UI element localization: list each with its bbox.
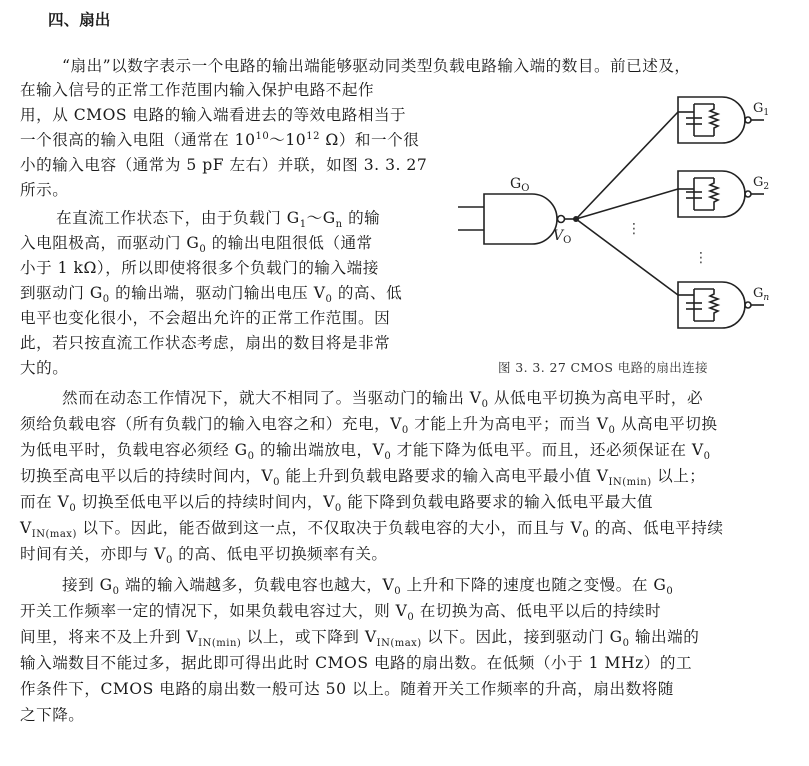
para4-line3: 间里，将来不及上升到 $V_{IN(min)}$ 以上，或下降到 $V_{IN(max)}$ 以下。因此，接到驱动门 $G_0$ 输出端的 <box>20 628 700 650</box>
gaten-label: $G_n$ <box>753 286 770 303</box>
para2-line2: 入电阻极高，而驱动门 $G_0$ 的输出电阻很低（通常 <box>20 234 373 256</box>
ellipsis-right: ⋮ <box>694 250 708 266</box>
figure-caption: 图 3. 3. 27 CMOS 电路的扇出连接 <box>498 360 708 375</box>
para2-line1: 在直流工作状态下，由于负载门 $G_1\sim G_n$ 的输 <box>56 209 381 231</box>
para3-line6: $V_{IN(max)}$ 以下。因此，能否做到这一点，不仅取决于负载电容的大小，而且与 $V_0$ 的高、低电平持续 <box>20 519 724 541</box>
fanout-wire-1 <box>576 112 678 219</box>
gate2-label: $G_2$ <box>753 175 770 192</box>
para1-line2: 用，从 CMOS 电路的输入端看进去的等效电路相当于 <box>20 106 407 124</box>
output-label: $V_O$ <box>553 228 572 246</box>
para4-line4: 输入端数目不能过多，据此即可得出此时 CMOS 电路的扇出数。在低频（小于 1 MHz）的工 <box>20 654 693 672</box>
driver-gate <box>484 194 557 244</box>
para3-line4: 切换至高电平以后的持续时间内，$V_0$ 能上升到负载电路要求的输入高电平最小值 $V_{IN(min)}$ 以上； <box>20 467 706 489</box>
para2-line4: 到驱动门 $G_0$ 的输出端，驱动门输出电压 $V_0$ 的高、低 <box>20 284 403 306</box>
para4-line5: 作条件下，CMOS 电路的扇出数一般可达 50 以上。随着开关工作频率的升高，扇出数将随 <box>20 680 674 698</box>
para2-line3: 小于 1 kΩ），所以即使将很多个负载门的输入端接 <box>20 259 379 277</box>
ellipsis-left: ⋮ <box>627 221 641 237</box>
driver-output-bubble <box>558 216 565 223</box>
intro-line: “扇出”以数字表示一个电路的输出端能够驱动同类型负载电路输入端的数目。前已述及， <box>62 57 691 75</box>
driver-label: $G_O$ <box>510 176 530 194</box>
para2-line5: 电平也变化很小，不会超出允许的正常工作范围。因 <box>20 309 391 327</box>
para3-line3: 为低电平时，负载电容必须经 $G_0$ 的输出端放电，$V_0$ 才能下降为低电平。而且，还必须保证在 $V_0$ <box>20 441 711 463</box>
section-title: 四、扇出 <box>48 11 111 29</box>
junction-dot <box>573 216 579 222</box>
para3-line5: 而在 $V_0$ 切换至低电平以后的持续时间内，$V_0$ 能下降到负载电路要求的输入低电平最大值 <box>20 493 654 515</box>
para3-line7: 时间有关，亦即与 $V_0$ 的高、低电平切换频率有关。 <box>20 545 388 567</box>
para3-line1: 然而在动态工作情况下，就大不相同了。当驱动门的输出 $V_0$ 从低电平切换为高电平时，必 <box>62 389 704 411</box>
load-gate-n <box>678 282 764 328</box>
load-gate-1 <box>678 97 764 143</box>
para4-line2: 开关工作频率一定的情况下，如果负载电容过大，则 $V_0$ 在切换为高、低电平以后的持续时 <box>20 602 662 624</box>
gate1-label: $G_1$ <box>753 101 770 118</box>
para2-line6: 此，若只按直流工作状态考虑，扇出的数目将是非常 <box>20 334 391 352</box>
para1-line1: 在输入信号的正常工作范围内输入保护电路不起作 <box>20 81 375 99</box>
para1-line3: 一个很高的输入电阻（通常在 $10^{10}\sim 10^{12}$ Ω）和一个很 <box>20 130 420 149</box>
para1-line4: 小的输入电容（通常为 5 pF 左右）并联，如图 3. 3. 27 <box>20 156 428 174</box>
para3-line2: 须给负载电容（所有负载门的输入电容之和）充电，$V_0$ 才能上升为高电平；而当 $V_0$ 从高电平切换 <box>20 415 718 437</box>
load-gate-2 <box>678 171 764 217</box>
para2-line7: 大的。 <box>20 359 69 377</box>
para4-line1: 接到 $G_0$ 端的输入端越多，负载电容也越大，$V_0$ 上升和下降的速度也随之变慢。在 $G_0$ <box>62 576 674 598</box>
para4-line6: 之下降。 <box>20 706 85 724</box>
para1-line5: 所示。 <box>20 181 69 199</box>
